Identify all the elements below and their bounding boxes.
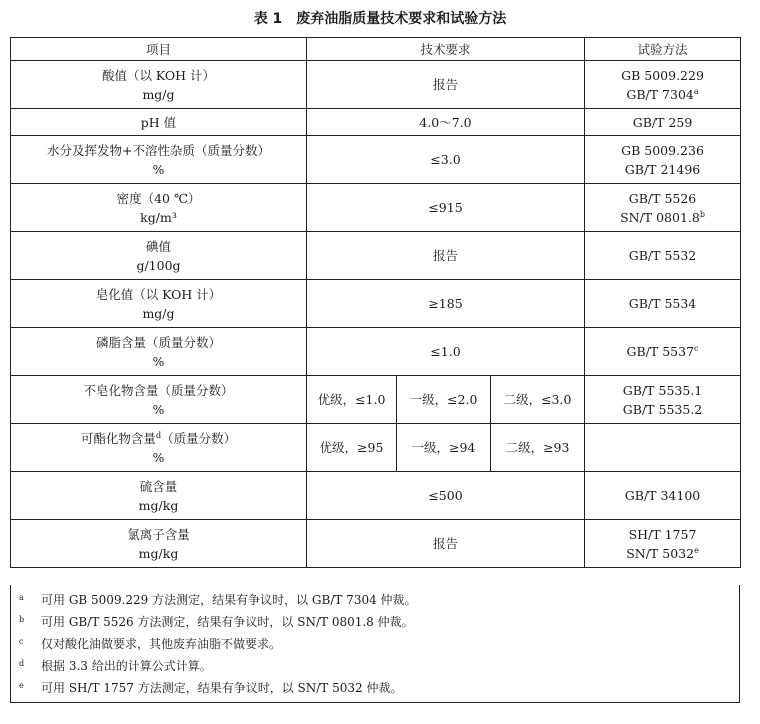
requirement-cell: ≤3.0 (307, 136, 585, 184)
item-name: 密度（40 ℃） (116, 190, 201, 206)
footnote (11, 589, 739, 611)
method-cell: GB/T 34100 (585, 472, 741, 520)
method-cell: GB/T 5532 (585, 232, 741, 280)
requirement-cell: ≤1.0 (307, 328, 585, 376)
method-line: SN/T 5032 (626, 545, 695, 561)
table-row (11, 280, 741, 328)
item-cell (11, 472, 307, 520)
item-name: 皂化值（以 KOH 计） (95, 286, 222, 302)
method-line: GB/T 5535.1 (622, 382, 703, 398)
item-cell (11, 520, 307, 568)
footnote-text: 根据 3.3 给出的计算公式计算。 (41, 659, 212, 673)
method-cell (585, 136, 741, 184)
footnote-ref: c (694, 343, 699, 353)
item-unit: mg/kg (138, 497, 179, 513)
grade-cell: 一级，≥94 (397, 424, 491, 472)
item-cell (11, 184, 307, 232)
footnote (11, 633, 739, 655)
item-unit: % (152, 449, 165, 465)
item-unit: % (152, 161, 165, 177)
item-unit: mg/g (142, 86, 175, 102)
header-requirement: 技术要求 (307, 38, 585, 61)
table-row (11, 328, 741, 376)
item-name: 磷脂含量（质量分数） (95, 334, 221, 350)
method-line: SH/T 1757 (628, 526, 697, 542)
method-cell (585, 61, 741, 109)
item-name: 硫含量 (139, 478, 178, 494)
method-line: SN/T 0801.8 (620, 209, 700, 225)
method-line: GB/T 5535.2 (622, 401, 703, 417)
item-unit: % (152, 401, 165, 417)
requirement-cell: 报告 (307, 232, 585, 280)
method-line: GB/T 21496 (624, 161, 701, 177)
item-name: 酸值（以 KOH 计） (101, 67, 216, 83)
footnotes (10, 585, 740, 703)
footnote (11, 677, 739, 699)
method-line: GB 5009.236 (621, 142, 704, 158)
method-cell (585, 184, 741, 232)
item-unit: mg/g (142, 305, 175, 321)
table-row (11, 472, 741, 520)
item-cell (11, 61, 307, 109)
footnote-text: 可用 GB/T 5526 方法测定，结果有争议时，以 SN/T 0801.8 仲裁。 (41, 615, 414, 629)
grade-cell: 优级，≤1.0 (307, 376, 397, 424)
header-method: 试验方法 (585, 38, 741, 61)
method-cell (585, 328, 741, 376)
table-row (11, 376, 741, 424)
table-row (11, 184, 741, 232)
table-row (11, 232, 741, 280)
item-unit: kg/m³ (140, 209, 177, 225)
item-name: 不皂化物含量（质量分数） (83, 382, 234, 398)
table-header-row (11, 38, 741, 61)
footnote-mark: d (19, 659, 25, 668)
table-row (11, 136, 741, 184)
grade-cell: 一级，≤2.0 (397, 376, 491, 424)
footnote-text: 可用 GB 5009.229 方法测定，结果有争议时，以 GB/T 7304 仲裁。 (41, 593, 417, 607)
method-cell: GB/T 5534 (585, 280, 741, 328)
table-row (11, 520, 741, 568)
footnote-mark: c (19, 637, 24, 646)
requirement-cell: 报告 (307, 520, 585, 568)
footnote-ref: a (693, 86, 699, 96)
item-cell (11, 280, 307, 328)
method-line: GB/T 5537 (626, 344, 695, 359)
table-row (11, 109, 741, 136)
requirement-cell: ≤500 (307, 472, 585, 520)
item-cell (11, 136, 307, 184)
grade-cell: 优级，≥95 (307, 424, 397, 472)
item-unit: mg/kg (138, 545, 179, 561)
method-line: GB/T 7304 (626, 86, 694, 102)
requirement-cell: 4.0～7.0 (307, 109, 585, 136)
footnote-ref: d (155, 430, 162, 440)
quality-table (10, 37, 741, 568)
footnote-ref: b (699, 209, 705, 219)
item-name: 可酯化物含量 (80, 430, 156, 446)
table-title: 表 1 废弃油脂质量技术要求和试验方法 (253, 11, 507, 27)
requirement-cell: ≤915 (307, 184, 585, 232)
method-line: GB/T 5526 (628, 190, 697, 206)
item-cell (11, 376, 307, 424)
method-line: GB 5009.229 (621, 67, 704, 83)
method-cell (585, 376, 741, 424)
footnote (11, 655, 739, 677)
requirement-cell: ≥185 (307, 280, 585, 328)
item-name: 氯离子含量 (127, 526, 190, 542)
footnote-text: 仅对酸化油做要求，其他废弃油脂不做要求。 (41, 637, 282, 651)
footnote-text: 可用 SH/T 1757 方法测定，结果有争议时，以 SN/T 5032 仲裁。 (41, 681, 403, 695)
table-row (11, 61, 741, 109)
table-row (11, 424, 741, 472)
item-name: 碘值 (145, 238, 171, 254)
requirement-cell: 报告 (307, 61, 585, 109)
footnote-ref: e (694, 545, 699, 555)
method-cell (585, 520, 741, 568)
item-unit: g/100g (136, 257, 181, 273)
item-cell (11, 424, 307, 472)
grade-cell: 二级，≤3.0 (491, 376, 585, 424)
footnote-mark: e (19, 681, 24, 690)
footnote-mark: b (19, 615, 25, 624)
header-item: 项目 (11, 38, 307, 61)
footnote (11, 611, 739, 633)
footnote-mark: a (19, 593, 24, 602)
method-cell (585, 424, 741, 472)
item-name-suffix: （质量分数） (161, 430, 237, 446)
item-name: 水分及挥发物+不溶性杂质（质量分数） (47, 142, 270, 158)
item-name: pH 值 (11, 109, 307, 136)
grade-cell: 二级，≥93 (491, 424, 585, 472)
item-cell (11, 232, 307, 280)
method-cell: GB/T 259 (585, 109, 741, 136)
item-cell (11, 328, 307, 376)
item-unit: % (152, 353, 165, 369)
